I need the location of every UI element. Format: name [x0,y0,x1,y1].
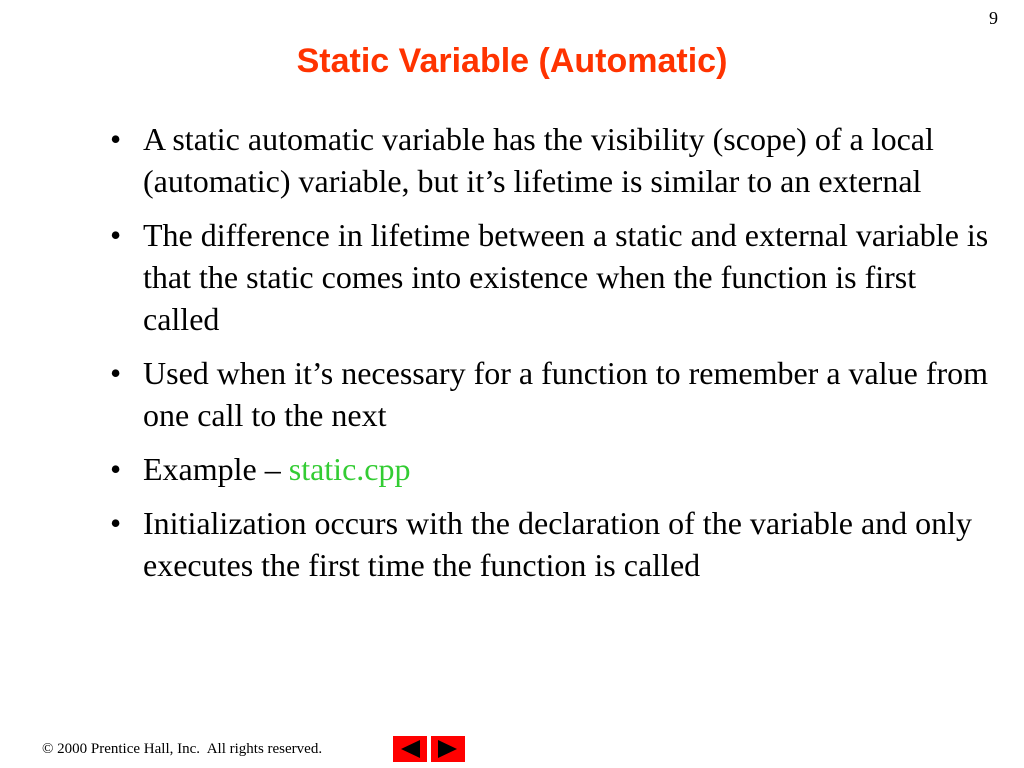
bullet-item [110,118,990,202]
slide-navigation [393,736,465,762]
copyright-footer: © 2000 Prentice Hall, Inc. All rights reserved. [42,741,323,757]
next-slide-button[interactable] [431,736,465,762]
previous-slide-button[interactable] [393,736,427,762]
slide-title: Static Variable (Automatic) [296,42,728,80]
bullet-item [110,502,990,586]
page-number: 9 [989,8,998,28]
bullet-text: Used when it’s necessary for a function to remember a value from one call to the next [143,355,989,433]
triangle-right-icon [431,736,465,762]
bullet-dot: • [110,355,122,391]
bullet-item [110,448,990,490]
bullet-text: Example – [143,451,289,487]
example-file-link[interactable]: static.cpp [288,451,411,487]
bullet-dot: • [110,121,122,157]
bullet-dot: • [110,505,122,541]
bullet-dot: • [110,217,122,253]
bullet-item [110,214,990,340]
bullet-list [110,118,990,598]
bullet-text: The difference in lifetime between a static and external variable is that the static comes into existence when the function is first called [143,217,989,337]
bullet-dot: • [110,451,122,487]
bullet-text: A static automatic variable has the visibility (scope) of a local (automatic) variable, but it’s lifetime is similar to an external [143,121,934,199]
bullet-item [110,352,990,436]
bullet-text: Initialization occurs with the declaration of the variable and only executes the first time the function is called [143,505,973,583]
triangle-left-icon [393,736,427,762]
